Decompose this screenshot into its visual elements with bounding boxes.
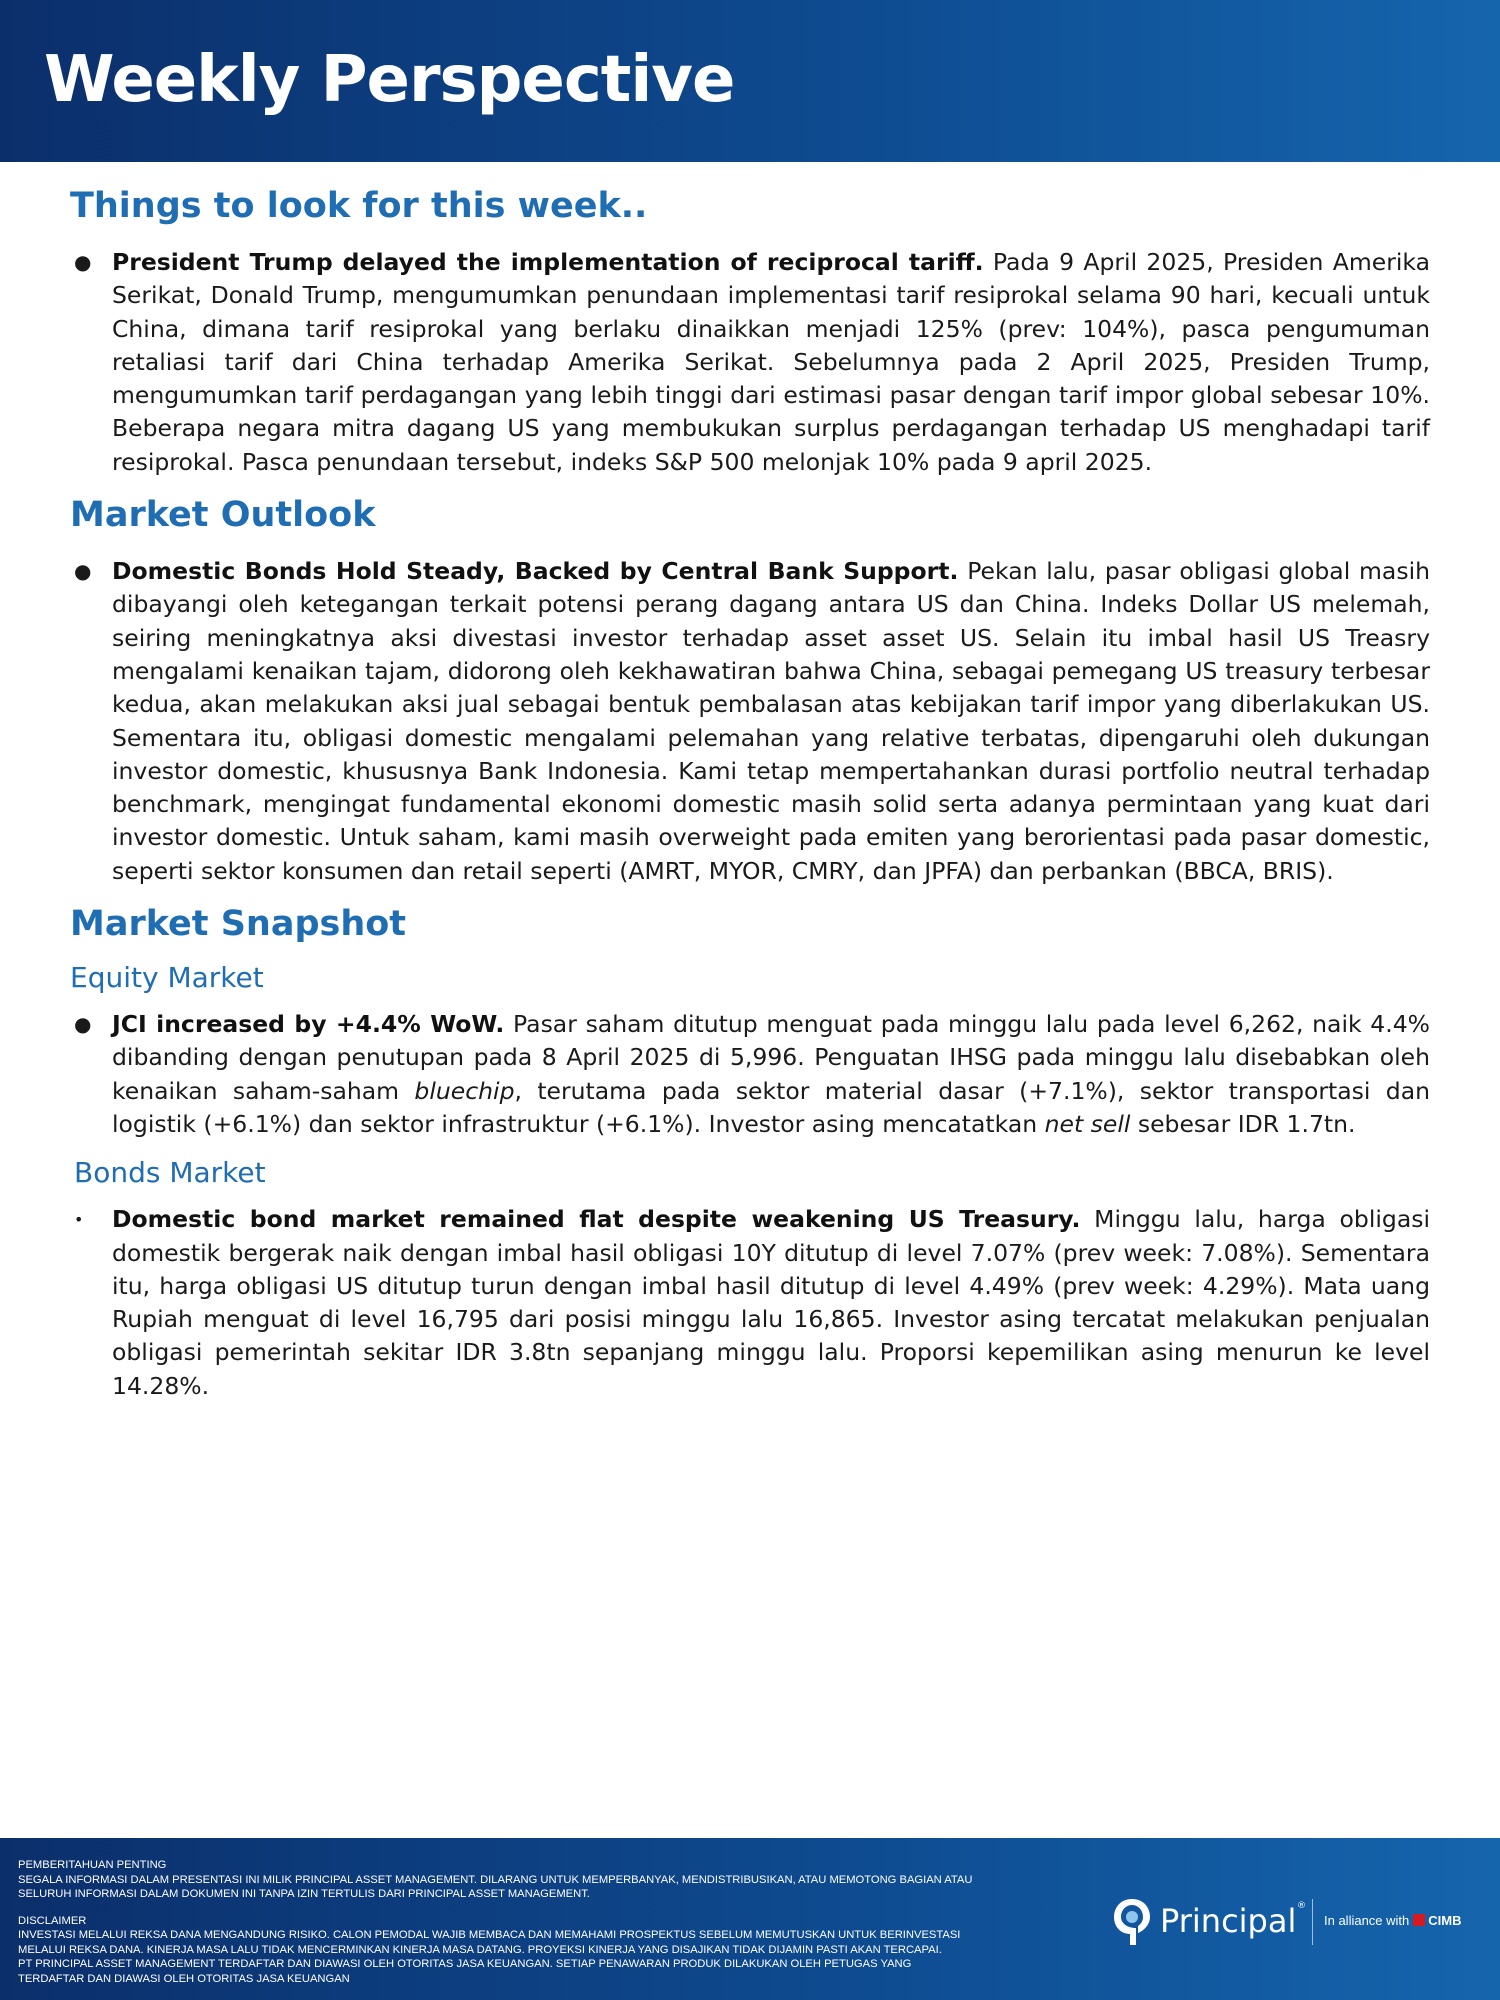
bullet-lead: JCI increased by +4.4% WoW. <box>112 1010 505 1039</box>
principal-logo <box>1112 1895 1482 1951</box>
bullet-text: Pasar saham ditutup menguat pada minggu lalu pada level 6,262, naik 4.4% dibanding dengan penutupan pada 8 April 2025 di 5,996. Penguatan IHSG pada minggu lalu disebabkan oleh kenaikan saham-saham <box>112 1010 1430 1105</box>
section-heading-things-to-look-for: Things to look for this week.. <box>70 186 648 226</box>
logo-divider <box>1312 1899 1313 1945</box>
bullet-text: Minggu lalu, harga obligasi domestik bergerak naik dengan imbal hasil obligasi 10Y ditutup di level 7.07% (prev week: 7.08%). Sementara itu, harga obligasi US ditutup turun dengan imbal hasil ditutup di level 4.49% (prev week: 4.29%). Mata uang Rupiah menguat di level 16,795 dari posisi minggu lalu 16,865. Investor asing tercatat melakukan penjualan obligasi pemerintah sekitar IDR 3.8tn sepanjang minggu lalu. Proporsi kepemilikan asing menurun ke level 14.28%. <box>112 1205 1430 1400</box>
subheading-equity-market: Equity Market <box>70 961 264 995</box>
bullet-dot: • <box>74 1210 84 1230</box>
page-title: Weekly Perspective <box>44 43 735 117</box>
section-heading-market-outlook: Market Outlook <box>70 495 376 536</box>
bullet-jci <box>72 1008 1430 1141</box>
subheading-bonds-market: Bonds Market <box>74 1156 266 1190</box>
disclaimer-title: DISCLAIMER <box>18 1914 87 1927</box>
bullet-lead: Domestic Bonds Hold Steady, Backed by Central Bank Support. <box>112 557 959 586</box>
alliance-label: In alliance with <box>1324 1913 1410 1928</box>
disclaimer-line: INVESTASI MELALUI REKSA DANA MENGANDUNG RISIKO. CALON PEMODAL WAJIB MEMBACA DAN MEMAHAMI PROSPEKTUS SEBELUM MEMUTUSKAN UNTUK BERINVESTASI <box>18 1929 961 1941</box>
bullet-tariff <box>72 246 1430 479</box>
bullet-italic: bluechip <box>414 1076 515 1105</box>
principal-mark-icon <box>1112 1897 1152 1947</box>
notice-title: PEMBERITAHUAN PENTING <box>18 1859 167 1871</box>
bullet-domestic-bonds <box>72 555 1430 888</box>
trademark-symbol: ® <box>1297 1901 1306 1911</box>
bullet-lead: President Trump delayed the implementation of reciprocal tariff. <box>112 248 984 276</box>
disclaimer-line: TERDAFTAR DAN DIAWASI OLEH OTORITAS JASA KEUANGAN <box>18 1972 350 1985</box>
bullet-italic: net sell <box>1044 1109 1131 1138</box>
legal-notice <box>18 1858 1088 1986</box>
cimb-logo-icon <box>1413 1914 1425 1926</box>
main-content <box>70 180 1430 1403</box>
disclaimer-line: PT PRINCIPAL ASSET MANAGEMENT TERDAFTAR DAN DIAWASI OLEH OTORITAS JASA KEUANGAN. SETIAP PENAWARAN PRODUK DILAKUKAN OLEH PETUGAS YANG <box>18 1958 912 1970</box>
bullet-dot: ● <box>74 1012 92 1037</box>
notice-line: SELURUH INFORMASI DALAM DOKUMEN INI TANPA IZIN TERTULIS DARI PRINCIPAL ASSET MANAGEMENT. <box>18 1888 590 1900</box>
bullet-text: Pada 9 April 2025, Presiden Amerika Serikat, Donald Trump, mengumumkan penundaan implementasi tarif resiprokal selama 90 hari, kecuali untuk China, dimana tarif resiprokal yang berlaku dinaikkan menjadi 125% (prev: 104%), pasca pengumuman retaliasi tarif dari China terhadap Amerika Serikat. Sebelumnya pada 2 April 2025, Presiden Trump, mengumumkan tarif perdagangan yang lebih tinggi dari estimasi pasar dengan tarif impor global sebesar 10%. Beberapa negara mitra dagang US yang membukukan surplus perdagangan terhadap US menghadapi tarif resiprokal. Pasca penundaan tersebut, indeks S&P 500 melonjak 10% pada 9 april 2025. <box>112 248 1430 476</box>
bullet-dot: ● <box>74 250 92 274</box>
bullet-dot: ● <box>74 559 92 584</box>
bullet-text: Pekan lalu, pasar obligasi global masih dibayangi oleh ketegangan terkait potensi perang dagang antara US dan China. Indeks Dollar US melemah, seiring meningkatnya aksi divestasi investor terhadap asset asset US. Selain itu imbal hasil US Treasry mengalami kenaikan tajam, didorong oleh kekhawatiran bahwa China, sebagai pemegang US treasury terbesar kedua, akan melakukan aksi jual sebagai bentuk pembalasan atas kebijakan tarif impor yang diberlakukan US. Sementara itu, obligasi domestic mengalami pelemahan yang relative terbatas, dipengaruhi oleh dukungan investor domestic, khususnya Bank Indonesia. Kami tetap mempertahankan durasi portfolio neutral terhadap benchmark, mengingat fundamental ekonomi domestic masih solid serta adanya permintaan yang kuat dari investor domestic. Untuk saham, kami masih overweight pada emiten yang berorientasi pada pasar domestic, seperti sektor konsumen dan retail seperti (AMRT, MYOR, CMRY, dan JPFA) dan perbankan (BBCA, BRIS). <box>112 557 1430 885</box>
alliance-text <box>1324 1913 1462 1929</box>
principal-wordmark: Principal <box>1160 1902 1297 1940</box>
bullet-text: sebesar IDR 1.7tn. <box>1130 1109 1356 1138</box>
cimb-label: CIMB <box>1428 1913 1462 1928</box>
section-heading-market-snapshot: Market Snapshot <box>70 904 407 945</box>
bullet-lead: Domestic bond market remained flat despite weakening US Treasury. <box>112 1205 1081 1234</box>
bullet-text: , terutama pada sektor material dasar (+7.1%), sektor transportasi dan logistik (+6.1%) dan sektor infrastruktur (+6.1%). Investor asing mencatatkan <box>112 1076 1430 1138</box>
disclaimer-line: MELALUI REKSA DANA. KINERJA MASA LALU TIDAK MENCERMINKAN KINERJA MASA DATANG. PROYEKSI KINERJA YANG DISAJIKAN TIDAK DIJAMIN PASTI AKAN TERCAPAI. <box>18 1943 942 1956</box>
bullet-bond-market <box>72 1203 1430 1403</box>
notice-line: SEGALA INFORMASI DALAM PRESENTASI INI MILIK PRINCIPAL ASSET MANAGEMENT. DILARANG UNTUK MEMPERBANYAK, MENDISTRIBUSIKAN, ATAU MEMOTONG BAGIAN ATAU <box>18 1873 973 1886</box>
page-header <box>0 0 1500 162</box>
